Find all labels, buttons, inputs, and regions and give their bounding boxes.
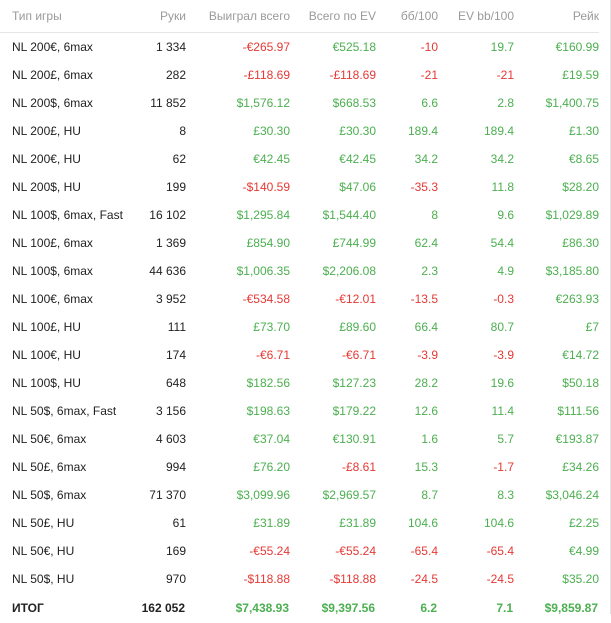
cell-bb100: -10: [420, 40, 438, 54]
total-rake: $9,859.87: [544, 601, 598, 615]
cell-rake: $35.20: [562, 572, 599, 586]
cell-ev-bb100: 4.9: [497, 264, 514, 278]
cell-ev-bb100: 2.8: [497, 96, 514, 110]
cell-rake: €193.87: [555, 432, 599, 446]
cell-hands: 648: [165, 376, 186, 390]
column-header-hands[interactable]: Руки: [133, 0, 186, 33]
table-row[interactable]: [0, 145, 599, 173]
cell-game-type: NL 50£, HU: [12, 516, 75, 530]
cell-won-total: £76.20: [253, 460, 290, 474]
cell-rake: £7: [585, 320, 599, 334]
cell-won-total: $198.63: [246, 404, 290, 418]
cell-won-total: $1,576.12: [236, 96, 290, 110]
table-row[interactable]: [0, 453, 599, 481]
vertical-scrollbar[interactable]: [600, 0, 610, 614]
cell-bb100: 104.6: [407, 516, 438, 530]
cell-game-type: NL 50€, 6max: [12, 432, 87, 446]
cell-rake: €263.93: [555, 292, 599, 306]
column-header-won-total[interactable]: Выиграл всего: [186, 0, 290, 33]
table-row[interactable]: [0, 257, 599, 285]
column-header-ev-total[interactable]: Всего по EV: [290, 0, 376, 33]
cell-ev-total: $127.23: [332, 376, 376, 390]
cell-hands: 174: [165, 348, 186, 362]
cell-hands: 111: [167, 320, 186, 334]
cell-rake: €160.99: [555, 40, 599, 54]
cell-won-total: $3,099.96: [236, 488, 290, 502]
cell-won-total: -€6.71: [255, 348, 290, 362]
table-row[interactable]: [0, 201, 599, 229]
cell-ev-bb100: 54.4: [490, 236, 514, 250]
cell-hands: 1 369: [155, 236, 186, 250]
cell-hands: 3 952: [155, 292, 186, 306]
cell-ev-total: -$118.88: [329, 572, 376, 586]
cell-bb100: 2.3: [421, 264, 438, 278]
cell-rake: $28.20: [562, 180, 599, 194]
cell-won-total: $1,295.84: [236, 208, 290, 222]
cell-ev-total: -€12.01: [335, 292, 376, 306]
column-header-bb100[interactable]: бб/100: [376, 0, 438, 33]
cell-ev-total: £89.60: [339, 320, 376, 334]
cell-bb100: 66.4: [414, 320, 438, 334]
cell-rake: $3,185.80: [545, 264, 599, 278]
cell-game-type: NL 50£, 6max: [12, 460, 87, 474]
cell-ev-bb100: -21: [496, 68, 514, 82]
table-row[interactable]: [0, 369, 599, 397]
cell-hands: 282: [165, 68, 186, 82]
cell-won-total: -$118.88: [243, 572, 290, 586]
table-row[interactable]: [0, 341, 599, 369]
cell-bb100: 8: [431, 208, 438, 222]
cell-game-type: NL 200€, 6max: [12, 40, 93, 54]
cell-ev-total: £744.99: [332, 236, 376, 250]
cell-ev-bb100: 19.6: [490, 376, 514, 390]
cell-won-total: €42.45: [253, 152, 290, 166]
cell-won-total: -€265.97: [242, 40, 290, 54]
cell-rake: £2.25: [568, 516, 599, 530]
cell-ev-total: $2,206.08: [322, 264, 376, 278]
cell-game-type: NL 200€, HU: [12, 152, 81, 166]
table-row[interactable]: [0, 33, 599, 62]
cell-game-type: NL 50$, HU: [12, 572, 75, 586]
table-row[interactable]: [0, 117, 599, 145]
cell-bb100: -24.5: [410, 572, 438, 586]
cell-ev-total: -€55.24: [335, 544, 376, 558]
cell-ev-total: £30.30: [339, 124, 376, 138]
cell-rake: $1,400.75: [545, 96, 599, 110]
cell-rake: $1,029.89: [545, 208, 599, 222]
cell-bb100: 62.4: [414, 236, 438, 250]
table-row[interactable]: [0, 61, 599, 89]
cell-ev-bb100: -0.3: [493, 292, 514, 306]
cell-bb100: -35.3: [410, 180, 438, 194]
cell-ev-bb100: -65.4: [486, 544, 514, 558]
cell-hands: 169: [165, 544, 186, 558]
cell-ev-bb100: 9.6: [497, 208, 514, 222]
cell-game-type: NL 200$, 6max: [12, 96, 93, 110]
cell-hands: 11 852: [150, 96, 186, 110]
cell-won-total: £31.89: [253, 516, 290, 530]
table-row[interactable]: [0, 537, 599, 565]
cell-ev-bb100: -1.7: [493, 460, 514, 474]
cell-bb100: 15.3: [414, 460, 438, 474]
table-row[interactable]: [0, 425, 599, 453]
cell-game-type: NL 100$, HU: [12, 376, 81, 390]
cell-rake: €4.99: [568, 544, 599, 558]
cell-game-type: NL 100€, 6max: [12, 292, 93, 306]
cell-game-type: NL 200£, HU: [12, 124, 81, 138]
cell-won-total: £30.30: [253, 124, 290, 138]
table-row[interactable]: [0, 173, 599, 201]
cell-ev-total: $1,544.40: [322, 208, 376, 222]
cell-game-type: NL 100€, HU: [12, 348, 81, 362]
cell-won-total: £73.70: [253, 320, 290, 334]
cell-rake: $3,046.24: [545, 488, 599, 502]
cell-won-total: $1,006.35: [236, 264, 290, 278]
cell-ev-total: -£118.69: [329, 68, 376, 82]
cell-bb100: -65.4: [410, 544, 438, 558]
table-row[interactable]: [0, 481, 599, 509]
cell-game-type: NL 50€, HU: [12, 544, 75, 558]
cell-bb100: 28.2: [414, 376, 438, 390]
cell-bb100: 189.4: [407, 124, 438, 138]
total-bb100: 6.2: [420, 601, 437, 615]
cell-bb100: 34.2: [414, 152, 438, 166]
cell-hands: 4 603: [155, 432, 186, 446]
cell-hands: 44 636: [149, 264, 186, 278]
cell-ev-bb100: 11.8: [491, 180, 514, 194]
table-row[interactable]: [0, 285, 599, 313]
cell-won-total: -£118.69: [243, 68, 290, 82]
cell-hands: 970: [165, 572, 186, 586]
cell-rake: €14.72: [562, 348, 599, 362]
cell-won-total: -€534.58: [242, 292, 290, 306]
cell-ev-bb100: 5.7: [497, 432, 514, 446]
cell-ev-total: €130.91: [332, 432, 376, 446]
cell-ev-total: £31.89: [339, 516, 376, 530]
total-label: ИТОГ: [12, 601, 44, 615]
table-row[interactable]: [0, 313, 599, 341]
cell-won-total: £854.90: [246, 236, 290, 250]
table-header-row: [0, 0, 599, 33]
cell-ev-bb100: 8.3: [497, 488, 514, 502]
cell-game-type: NL 100£, 6max: [12, 236, 93, 250]
cell-ev-total: -£8.61: [341, 460, 376, 474]
cell-hands: 62: [172, 152, 186, 166]
cell-bb100: 6.6: [421, 96, 438, 110]
table-body: [0, 33, 599, 594]
cell-hands: 1 334: [155, 40, 186, 54]
cell-ev-total: $668.53: [332, 96, 376, 110]
cell-game-type: NL 200$, HU: [12, 180, 81, 194]
cell-rake: £86.30: [562, 236, 599, 250]
total-ev: $9,397.56: [321, 601, 375, 615]
cell-bb100: -3.9: [417, 348, 438, 362]
cell-bb100: 12.6: [414, 404, 438, 418]
cell-game-type: NL 100£, HU: [12, 320, 81, 334]
total-hands: 162 052: [141, 601, 185, 615]
cell-ev-bb100: 80.7: [490, 320, 514, 334]
table-row[interactable]: [0, 229, 599, 257]
cell-ev-total: €42.45: [339, 152, 376, 166]
cell-bb100: 8.7: [421, 488, 438, 502]
cell-bb100: -13.5: [410, 292, 438, 306]
cell-won-total: -$140.59: [242, 180, 290, 194]
cell-ev-bb100: -24.5: [486, 572, 514, 586]
total-won: $7,438.93: [235, 601, 289, 615]
cell-ev-bb100: 11.4: [491, 404, 514, 418]
cell-ev-bb100: 189.4: [483, 124, 514, 138]
cell-game-type: NL 100$, 6max: [12, 264, 93, 278]
cell-rake: £1.30: [568, 124, 599, 138]
cell-game-type: NL 50$, 6max: [12, 488, 87, 502]
cell-hands: 16 102: [149, 208, 186, 222]
total-row: [0, 593, 599, 623]
cell-rake: $50.18: [562, 376, 599, 390]
cell-game-type: NL 50$, 6max, Fast: [12, 404, 117, 418]
cell-ev-total: $2,969.57: [322, 488, 376, 502]
cell-won-total: $182.56: [246, 376, 290, 390]
cell-hands: 199: [165, 180, 186, 194]
table-row[interactable]: [0, 89, 599, 117]
cell-ev-bb100: 19.7: [490, 40, 514, 54]
table-row[interactable]: [0, 565, 599, 593]
cell-ev-total: $47.06: [339, 180, 376, 194]
cell-ev-bb100: 104.6: [483, 516, 514, 530]
cell-game-type: NL 100$, 6max, Fast: [12, 208, 123, 222]
cell-rake: €8.65: [568, 152, 599, 166]
column-header-ev-bb100[interactable]: EV bb/100: [438, 0, 514, 33]
table-row[interactable]: [0, 509, 599, 537]
cell-hands: 994: [165, 460, 186, 474]
cell-ev-total: -€6.71: [341, 348, 376, 362]
cell-rake: £34.26: [562, 460, 599, 474]
column-header-game-type[interactable]: Тип игры: [0, 0, 133, 33]
cell-rake: £19.59: [562, 68, 599, 82]
cell-hands: 71 370: [149, 488, 186, 502]
cell-bb100: -21: [420, 68, 438, 82]
table-row[interactable]: [0, 397, 599, 425]
cell-hands: 61: [172, 516, 186, 530]
cell-rake: $111.56: [557, 404, 599, 418]
cell-won-total: €37.04: [253, 432, 290, 446]
cell-hands: 3 156: [155, 404, 186, 418]
cell-ev-total: €525.18: [332, 40, 376, 54]
cell-won-total: -€55.24: [249, 544, 290, 558]
cell-hands: 8: [179, 124, 186, 138]
cell-game-type: NL 200£, 6max: [12, 68, 93, 82]
column-header-rake[interactable]: Рейк: [514, 0, 599, 33]
cell-ev-bb100: 34.2: [490, 152, 514, 166]
total-ev-bb100: 7.1: [496, 601, 513, 615]
cell-ev-bb100: -3.9: [493, 348, 514, 362]
cell-bb100: 1.6: [421, 432, 438, 446]
cell-ev-total: $179.22: [332, 404, 376, 418]
